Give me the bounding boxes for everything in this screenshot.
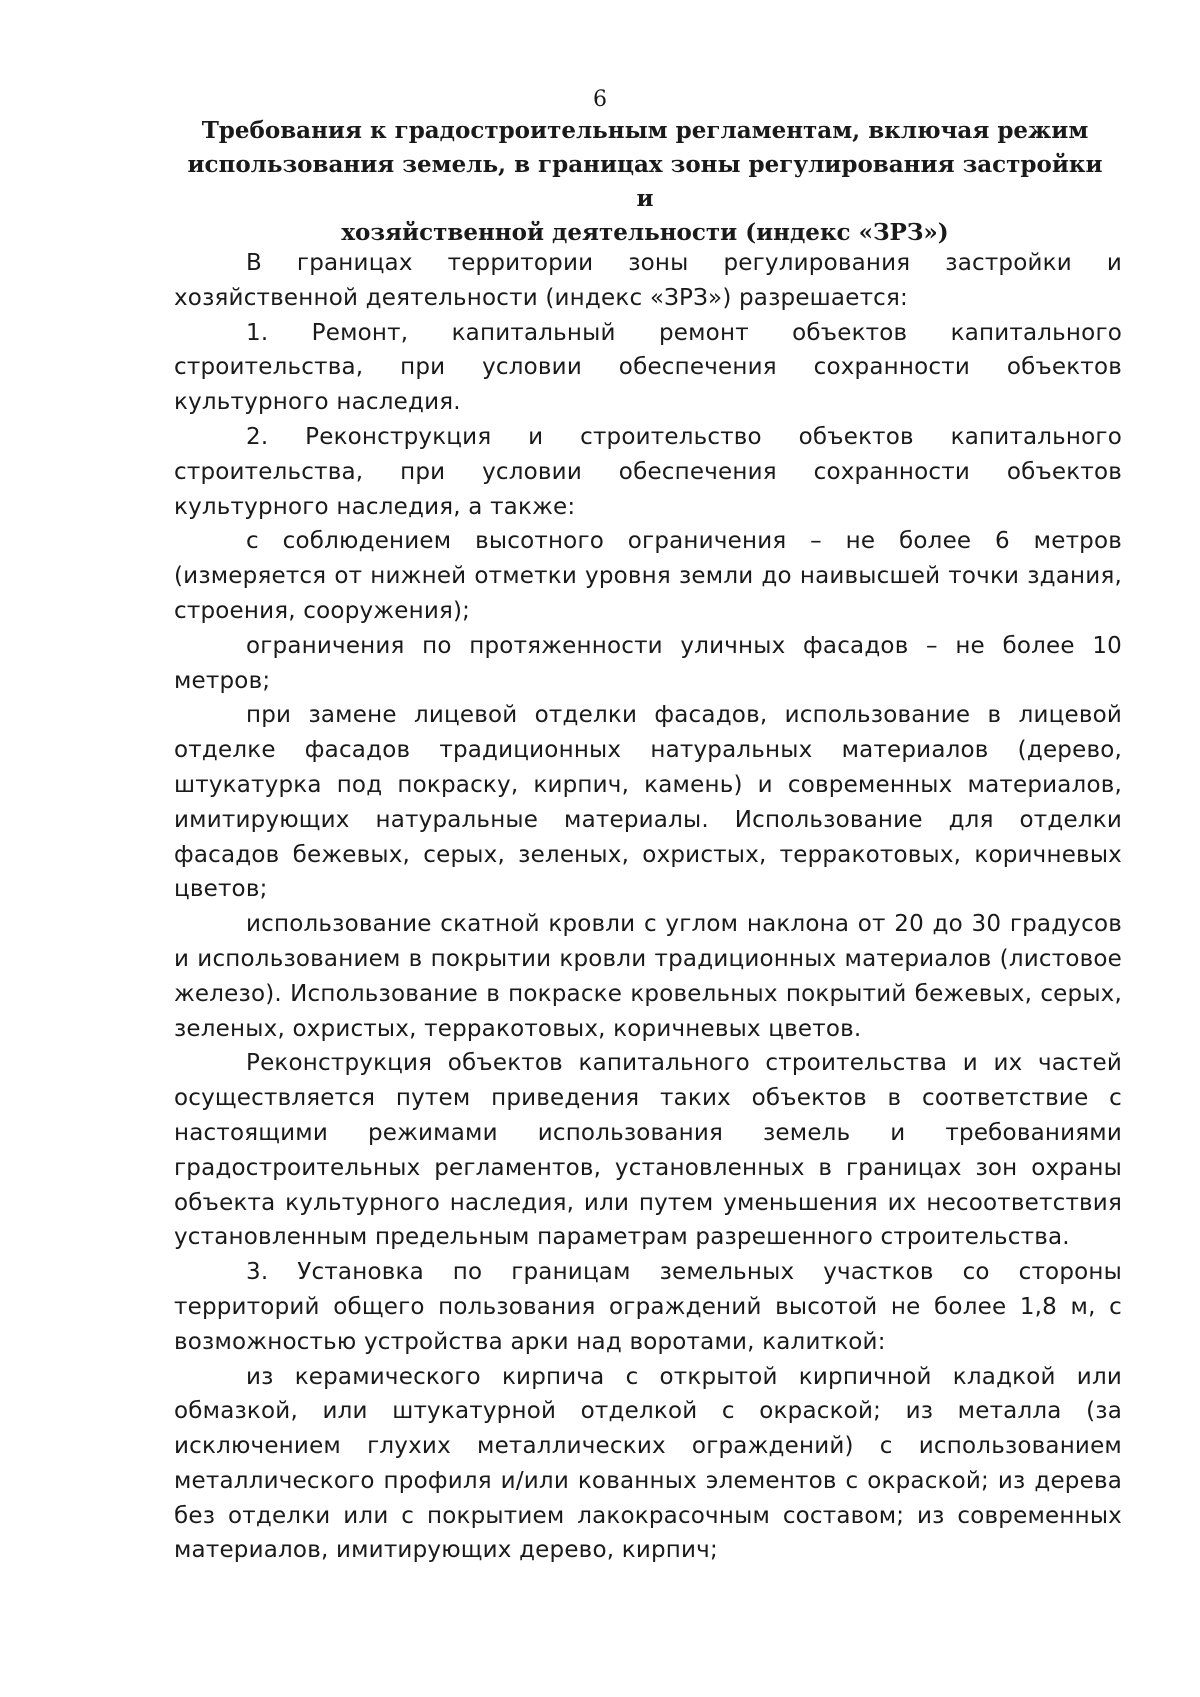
paragraph-roof: использование скатной кровли с углом наклона от 20 до 30 градусов и использованием в покрытии кровли традиционных материалов (листовое железо). Использование в покраске кровельных покрытий бежевых, серых, зеленых, охристых, терракотовых, коричневых цветов. bbox=[174, 911, 1122, 1042]
paragraph-height-limit: с соблюдением высотного ограничения – не более 6 метров (измеряется от нижней отметки уровня земли до наивысшей точки здания, строения, сооружения); bbox=[174, 528, 1122, 624]
paragraph-facade-finish: при замене лицевой отделки фасадов, использование в лицевой отделке фасадов традиционных натуральных материалов (дерево, штукатурка под покраску, кирпич, камень) и современных материалов, имитирующих натуральные материалы. Использование для отделки фасадов бежевых, серых, зеленых, охристых, терракотовых, коричневых цветов; bbox=[174, 702, 1122, 903]
document-body bbox=[174, 246, 1122, 1568]
title-line: Требования к градостроительным регламентам, включая режим bbox=[201, 117, 1089, 144]
page-number: 6 bbox=[593, 87, 607, 112]
document-title bbox=[175, 114, 1115, 250]
paragraph-facade-length: ограничения по протяженности уличных фасадов – не более 10 метров; bbox=[174, 632, 1122, 694]
paragraph-item-3: 3. Установка по границам земельных участков со стороны территорий общего пользования ограждений высотой не более 1,8 м, с возможностью устройства арки над воротами, калиткой: bbox=[174, 1259, 1122, 1355]
paragraph-item-2: 2. Реконструкция и строительство объектов капитального строительства, при условии обеспечения сохранности объектов культурного наследия, а также: bbox=[174, 423, 1122, 520]
paragraph-fence-materials: из керамического кирпича с открытой кирпичной кладкой или обмазкой, или штукатурной отделкой с окраской; из металла (за исключением глухих металлических ограждений) с использованием металлического профиля и/или кованных элементов с окраской; из дерева без отделки или с покрытием лакокрасочным составом; из современных материалов, имитирующих дерево, кирпич; bbox=[174, 1363, 1122, 1564]
title-line: использования земель, в границах зоны регулирования застройки и bbox=[187, 151, 1103, 212]
title-line: хозяйственной деятельности (индекс «ЗРЗ») bbox=[341, 219, 949, 246]
paragraph-intro: В границах территории зоны регулирования застройки и хозяйственной деятельности (индекс «ЗРЗ») разрешается: bbox=[174, 250, 1122, 311]
paragraph-item-1: 1. Ремонт, капитальный ремонт объектов капитального строительства, при условии обеспечения сохранности объектов культурного наследия. bbox=[174, 319, 1122, 416]
paragraph-reconstruction: Реконструкция объектов капитального строительства и их частей осуществляется путем приведения таких объектов в соответствие с настоящими режимами использования земель и требованиями градостроительных регламентов, установленных в границах зон охраны объекта культурного наследия, или путем уменьшения их несоответствия установленным предельным параметрам разрешенного строительства. bbox=[174, 1050, 1122, 1251]
